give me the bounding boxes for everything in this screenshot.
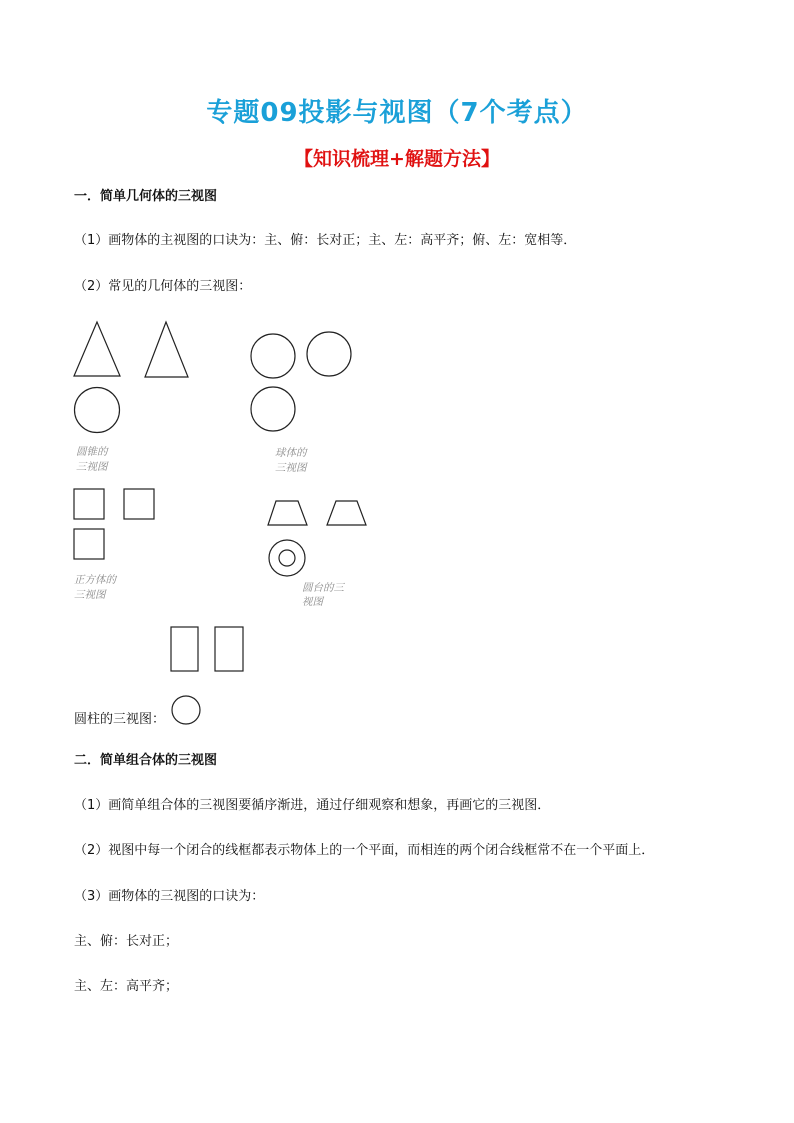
section-2-paragraph-1: （1）画简单组合体的三视图要循序渐进，通过仔细观察和想象，再画它的三视图． — [74, 798, 551, 813]
cylinder-label: 圆柱的三视图： — [74, 712, 166, 727]
cone-side-view — [145, 322, 188, 377]
sphere-caption-line-1: 球体的 — [275, 447, 307, 459]
sphere-front-view — [251, 334, 295, 378]
cube-front-view — [74, 489, 104, 519]
frustum-three-views — [268, 501, 366, 608]
cylinder-top-view — [172, 696, 200, 724]
section-1-heading: 一．简单几何体的三视图 — [74, 189, 218, 204]
section-1-paragraph-1: （1）画物体的主视图的口诀为：主、俯：长对正；主、左：高平齐；俯、左：宽相等． — [74, 233, 577, 248]
cone-top-view — [75, 388, 120, 433]
cube-side-view — [124, 489, 154, 519]
sphere-side-view — [307, 332, 351, 376]
cube-three-views — [74, 489, 154, 601]
section-2-heading: 二．简单组合体的三视图 — [74, 753, 218, 768]
document-title: 专题09投影与视图（7个考点） — [206, 98, 588, 128]
cylinder-front-view — [171, 627, 198, 671]
section-2-paragraph-3: （3）画物体的三视图的口诀为： — [74, 889, 265, 904]
frustum-top-view-outer — [269, 540, 305, 576]
frustum-caption-line-1: 圆台的三 — [302, 582, 344, 594]
cylinder-side-view — [215, 627, 243, 671]
cone-caption-line-1: 圆锥的 — [76, 446, 108, 458]
cube-caption-line-2: 三视图 — [74, 589, 106, 601]
document-subtitle: 【知识梳理+解题方法】 — [294, 148, 500, 170]
section-2-line-2: 主、左：高平齐； — [74, 979, 179, 994]
frustum-side-view — [327, 501, 366, 525]
sphere-top-view — [251, 387, 295, 431]
cone-caption-line-2: 三视图 — [76, 461, 108, 473]
cube-caption-line-1: 正方体的 — [74, 574, 116, 586]
frustum-caption-line-2: 视图 — [302, 596, 323, 608]
sphere-three-views — [251, 332, 351, 474]
cone-three-views — [74, 322, 188, 473]
cylinder-three-views — [171, 627, 243, 724]
cube-top-view — [74, 529, 104, 559]
section-2-paragraph-2: （2）视图中每一个闭合的线框都表示物体上的一个平面，而相连的两个闭合线框常不在一个平面上． — [74, 843, 655, 858]
cone-front-view — [74, 322, 120, 376]
section-1-paragraph-2: （2）常见的几何体的三视图： — [74, 279, 252, 294]
frustum-front-view — [268, 501, 307, 525]
sphere-caption-line-2: 三视图 — [275, 462, 307, 474]
section-2-line-1: 主、俯：长对正； — [74, 934, 179, 949]
frustum-top-view-inner — [279, 550, 295, 566]
